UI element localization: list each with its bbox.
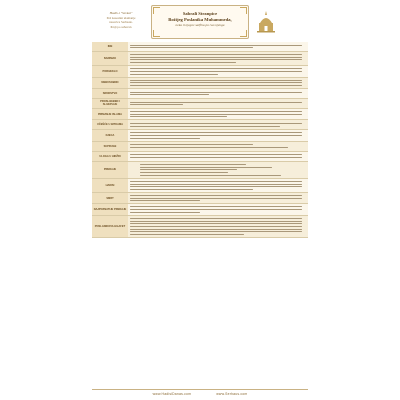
table-row — [92, 109, 308, 120]
document-footer — [0, 392, 400, 396]
text-line — [130, 114, 302, 115]
footer-divider — [92, 389, 308, 390]
row-label: POSLANIKOVA HILAFET — [92, 216, 128, 238]
row-value — [128, 99, 308, 108]
text-line — [130, 82, 302, 83]
text-line — [130, 209, 302, 210]
text-line — [130, 104, 183, 105]
text-line — [130, 229, 302, 230]
row-label: SMRT — [92, 193, 128, 203]
text-line — [130, 184, 302, 185]
footer-link-left[interactable]: www.HadisiDanas.com — [152, 392, 192, 396]
text-line — [140, 167, 272, 168]
text-line — [130, 212, 200, 213]
row-label: MEĐUSOBNO — [92, 78, 128, 88]
text-line — [130, 132, 302, 133]
text-line — [130, 126, 280, 127]
text-line — [130, 135, 302, 136]
mosque-logo-icon — [256, 9, 276, 35]
row-label: SRODSTVO — [92, 89, 128, 98]
text-line — [140, 172, 228, 173]
text-line — [130, 221, 302, 222]
row-label: ULOGA U HIDŽRI — [92, 152, 128, 161]
table-row — [92, 216, 308, 239]
row-value — [128, 179, 308, 192]
row-value — [128, 162, 308, 178]
row-value — [128, 52, 308, 65]
text-line — [130, 181, 302, 182]
row-label: PRIMANJE ISLAMA — [92, 109, 128, 119]
text-line — [130, 200, 200, 201]
text-line — [130, 59, 302, 60]
document-title-line-2: Božijeg Poslanika Muhammeda, — [168, 17, 232, 22]
text-line — [130, 111, 302, 112]
text-line — [130, 206, 302, 207]
row-label: IME — [92, 42, 128, 51]
text-line — [140, 164, 246, 165]
row-value — [128, 130, 308, 140]
text-line — [130, 223, 302, 224]
row-label: PROSLIJEĐEN I SLIJEPLIJE — [92, 99, 128, 108]
row-value — [128, 120, 308, 129]
title-frame — [151, 5, 249, 39]
table-row — [92, 42, 308, 52]
table-row — [92, 162, 308, 179]
header-left-title: Hadis-i "Sevkat" — [109, 11, 133, 15]
text-line — [130, 195, 302, 196]
row-label: SUPRUGE — [92, 142, 128, 151]
text-line — [130, 94, 209, 95]
text-line — [130, 157, 302, 158]
text-line — [130, 80, 302, 81]
header-left-note — [92, 11, 150, 29]
text-line — [130, 54, 302, 55]
text-line — [130, 47, 253, 48]
row-value — [128, 216, 308, 238]
text-line — [140, 175, 281, 176]
row-label: UČEŠĆE U BITKAMA — [92, 120, 128, 129]
text-line — [130, 71, 302, 72]
text-line — [140, 169, 237, 170]
row-label: HADISI — [92, 179, 128, 192]
text-line — [130, 189, 253, 190]
header-left-line-1: Peš naseanin ulamanje — [106, 15, 136, 20]
text-line — [130, 198, 302, 199]
table-row — [92, 142, 308, 152]
row-value — [128, 204, 308, 214]
row-value — [128, 78, 308, 88]
table-row — [92, 78, 308, 89]
document-subtitle: neka ti njegov salfiha po rao njenga — [175, 23, 225, 27]
table-row — [92, 99, 308, 109]
row-label: NADIMAK — [92, 52, 128, 65]
table-row — [92, 120, 308, 130]
row-label: PREDAJE — [92, 162, 128, 178]
table-row — [92, 52, 308, 66]
text-line — [130, 154, 302, 155]
header-left-line-2: nasavice Serhaale. — [109, 20, 133, 25]
text-line — [130, 226, 302, 227]
table-row — [92, 152, 308, 162]
text-line — [130, 234, 244, 235]
text-line — [130, 123, 302, 124]
row-value — [128, 142, 308, 151]
row-label: DJECA — [92, 130, 128, 140]
text-line — [130, 74, 218, 75]
text-line — [130, 102, 302, 103]
profile-table — [92, 42, 308, 238]
text-line — [130, 138, 200, 139]
header-left-line-3: Ibnji po sahavan — [110, 24, 132, 29]
text-line — [130, 62, 236, 63]
document-header — [0, 3, 400, 41]
text-line — [130, 147, 288, 148]
text-line — [130, 45, 302, 46]
table-row — [92, 66, 308, 77]
text-line — [130, 144, 253, 145]
text-line — [130, 85, 302, 86]
text-line — [130, 186, 302, 187]
table-row — [92, 89, 308, 99]
footer-link-right[interactable]: www.Serhaus.com — [216, 392, 248, 396]
table-row — [92, 193, 308, 204]
text-line — [130, 231, 302, 232]
row-label: NAJPOZNATIJE PREDAJE — [92, 204, 128, 214]
table-row — [92, 179, 308, 193]
row-value — [128, 152, 308, 161]
row-value — [128, 66, 308, 76]
text-line — [130, 116, 227, 117]
text-line — [130, 92, 302, 93]
text-line — [130, 68, 302, 69]
row-value — [128, 42, 308, 51]
document-title-line-1: Sabrali Stranpice — [182, 11, 218, 16]
row-value — [128, 109, 308, 119]
table-row — [92, 130, 308, 141]
row-value — [128, 89, 308, 98]
text-line — [130, 218, 302, 219]
row-value — [128, 193, 308, 203]
text-line — [130, 57, 302, 58]
table-row — [92, 204, 308, 215]
row-label: PORIJEKLO — [92, 66, 128, 76]
